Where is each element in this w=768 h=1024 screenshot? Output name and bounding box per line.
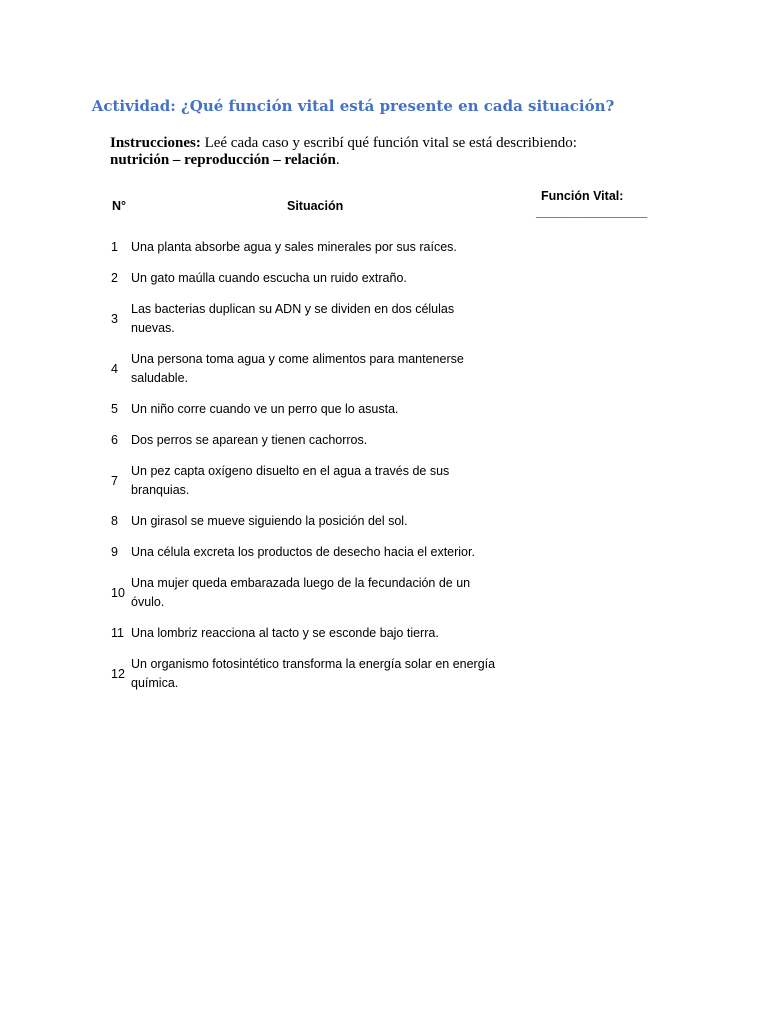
row-number: 8 (111, 514, 118, 528)
row-situation: Un girasol se mueve siguiendo la posición del sol. (131, 514, 408, 528)
table-row (108, 263, 508, 294)
row-number: 11 (111, 626, 124, 640)
table-row (108, 394, 508, 425)
row-situation: Dos perros se aparean y tienen cachorros. (131, 433, 368, 447)
row-situation: Una planta absorbe agua y sales minerales por sus raíces. (131, 240, 457, 254)
row-situation: Un organismo fotosintético transforma la energía solar en energía química. (131, 657, 496, 690)
table-row (108, 649, 508, 699)
row-number: 5 (111, 402, 118, 416)
row-situation: Las bacterias duplican su ADN y se dividen en dos células nuevas. (131, 302, 455, 335)
row-number: 10 (111, 585, 125, 600)
row-number: 4 (111, 361, 118, 376)
row-situation: Una mujer queda embarazada luego de la fecundación de un óvulo. (131, 576, 471, 609)
row-situation: Una célula excreta los productos de desecho hacia el exterior. (131, 545, 475, 559)
instructions-label: Instrucciones: (110, 135, 201, 151)
table-row (108, 568, 508, 618)
row-situation: Una lombriz reacciona al tacto y se esconde bajo tierra. (131, 626, 439, 640)
row-situation: Un niño corre cuando ve un perro que lo asusta. (131, 402, 399, 416)
row-number: 12 (111, 666, 125, 681)
table-row (108, 232, 508, 263)
instructions-options: nutrición – reproducción – relación (110, 152, 336, 168)
instructions-paragraph (110, 135, 670, 169)
table-row (108, 294, 508, 344)
column-header-number: N° (112, 199, 127, 213)
row-number: 9 (111, 545, 118, 559)
table-row (108, 537, 508, 568)
column-header-function: Función Vital: (541, 189, 624, 203)
table-row (108, 618, 508, 649)
instructions-end: . (335, 152, 340, 168)
row-number: 2 (111, 271, 118, 285)
table-row (108, 456, 508, 506)
instructions-text: Leé cada caso y escribí qué función vital se está describiendo: (200, 135, 577, 151)
row-number: 1 (111, 240, 118, 254)
row-number: 7 (111, 473, 118, 488)
row-situation: Un gato maúlla cuando escucha un ruido extraño. (131, 271, 407, 285)
table-row (108, 506, 508, 537)
table-row (108, 425, 508, 456)
column-header-function-blank-line: ________________ (536, 205, 648, 219)
row-situation: Un pez capta oxígeno disuelto en el agua a través de sus branquias. (131, 464, 450, 497)
row-number: 3 (111, 311, 118, 326)
page-title: Actividad: ¿Qué función vital está presente en cada situación? (91, 97, 615, 115)
row-situation: Una persona toma agua y come alimentos para mantenerse saludable. (131, 352, 464, 385)
column-header-situation: Situación (287, 199, 344, 213)
situations-table (108, 232, 508, 699)
table-row (108, 344, 508, 394)
row-number: 6 (111, 433, 118, 447)
